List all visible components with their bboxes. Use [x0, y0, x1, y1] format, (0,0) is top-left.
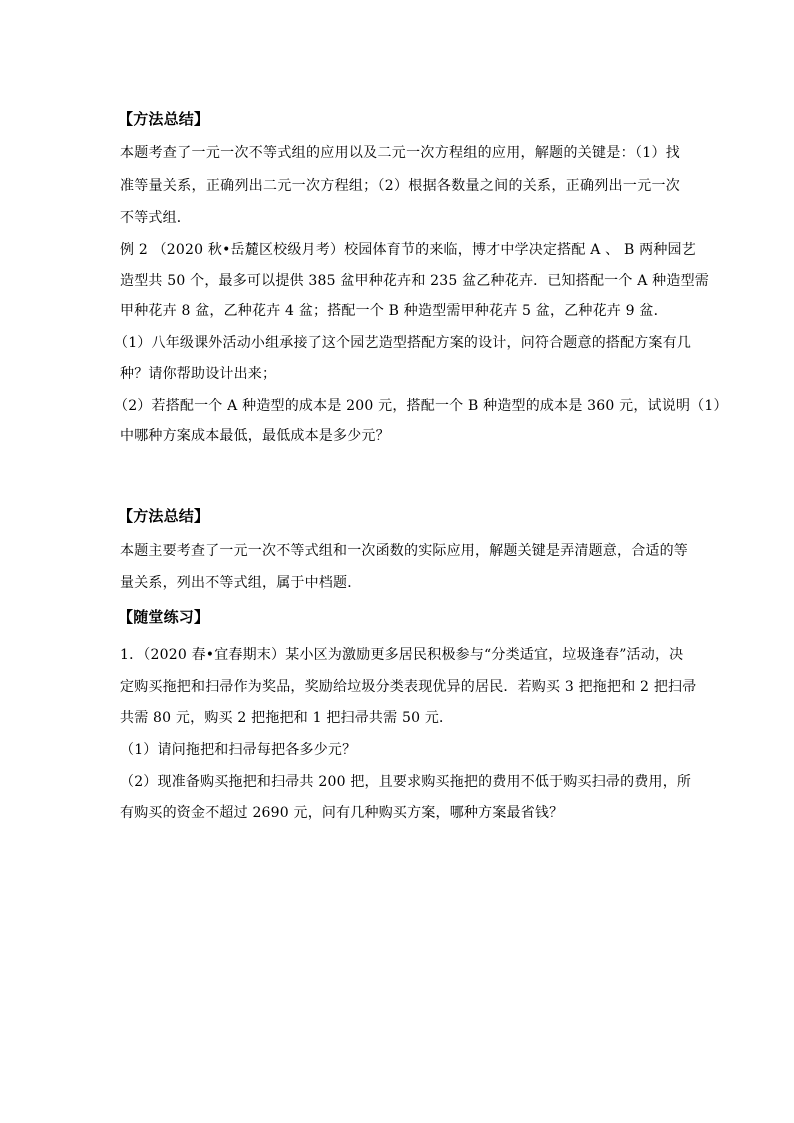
method-summary-heading-1: 【方法总结】	[118, 110, 210, 128]
summary-2-line-1: 本题主要考查了一元一次不等式组和一次函数的实际应用，解题关键是弄清题意，合适的等	[120, 543, 688, 559]
practice-line-3: 共需 80 元，购买 2 把拖把和 1 把扫帚共需 50 元．	[120, 710, 454, 726]
practice-line-2: 定购买拖把和扫帚作为奖品，奖励给垃圾分类表现优异的居民．若购买 3 把拖把和 2 把扫帚	[120, 679, 697, 695]
summary-2-line-2: 量关系，列出不等式组，属于中档题．	[120, 575, 362, 591]
practice-line-1: 1．（2020 春•宜春期末）某小区为激励更多居民积极参与“分类适宜，垃圾逢春”活动，决	[120, 647, 684, 663]
summary-1-line-1: 本题考查了一元一次不等式组的应用以及二元一次方程组的应用，解题的关键是：（1）找	[120, 145, 680, 161]
example-2-question-2: （2）若搭配一个 A 种造型的成本是 200 元，搭配一个 B 种造型的成本是 360 元，试说明（1）	[114, 398, 728, 414]
example-2-question-1-cont: 种？请你帮助设计出来；	[120, 366, 277, 382]
practice-question-2: （2）现准备购买拖把和扫帚共 200 把，且要求购买拖把的费用不低于购买扫帚的费用，所	[120, 774, 692, 790]
practice-heading: 【随堂练习】	[118, 608, 210, 626]
summary-1-line-2: 准等量关系，正确列出二元一次方程组；（2）根据各数量之间的关系，正确列出一元一次	[120, 178, 680, 194]
example-2-line-2: 造型共 50 个，最多可以提供 385 盆甲种花卉和 235 盆乙种花卉．已知搭配一个 A 种造型需	[120, 273, 709, 289]
practice-question-2-cont: 有购买的资金不超过 2690 元，问有几种购买方案，哪种方案最省钱？	[120, 805, 564, 821]
method-summary-heading-2: 【方法总结】	[118, 507, 210, 525]
example-2-question-2-cont: 中哪种方案成本最低，最低成本是多少元？	[120, 428, 390, 444]
practice-question-1: （1）请问拖把和扫帚每把各多少元？	[120, 742, 357, 758]
example-2-line-3: 甲种花卉 8 盆，乙种花卉 4 盆；搭配一个 B 种造型需甲种花卉 5 盆，乙种花卉 9 盆．	[120, 303, 668, 319]
example-2-question-1: （1）八年级课外活动小组承接了这个园艺造型搭配方案的设计，问符合题意的搭配方案有几	[114, 335, 692, 351]
example-2-line-1: 例 2 （2020 秋•岳麓区校级月考）校园体育节的来临，博才中学决定搭配 A 、 B 两种园艺	[120, 242, 696, 258]
summary-1-line-3: 不等式组．	[120, 210, 191, 226]
